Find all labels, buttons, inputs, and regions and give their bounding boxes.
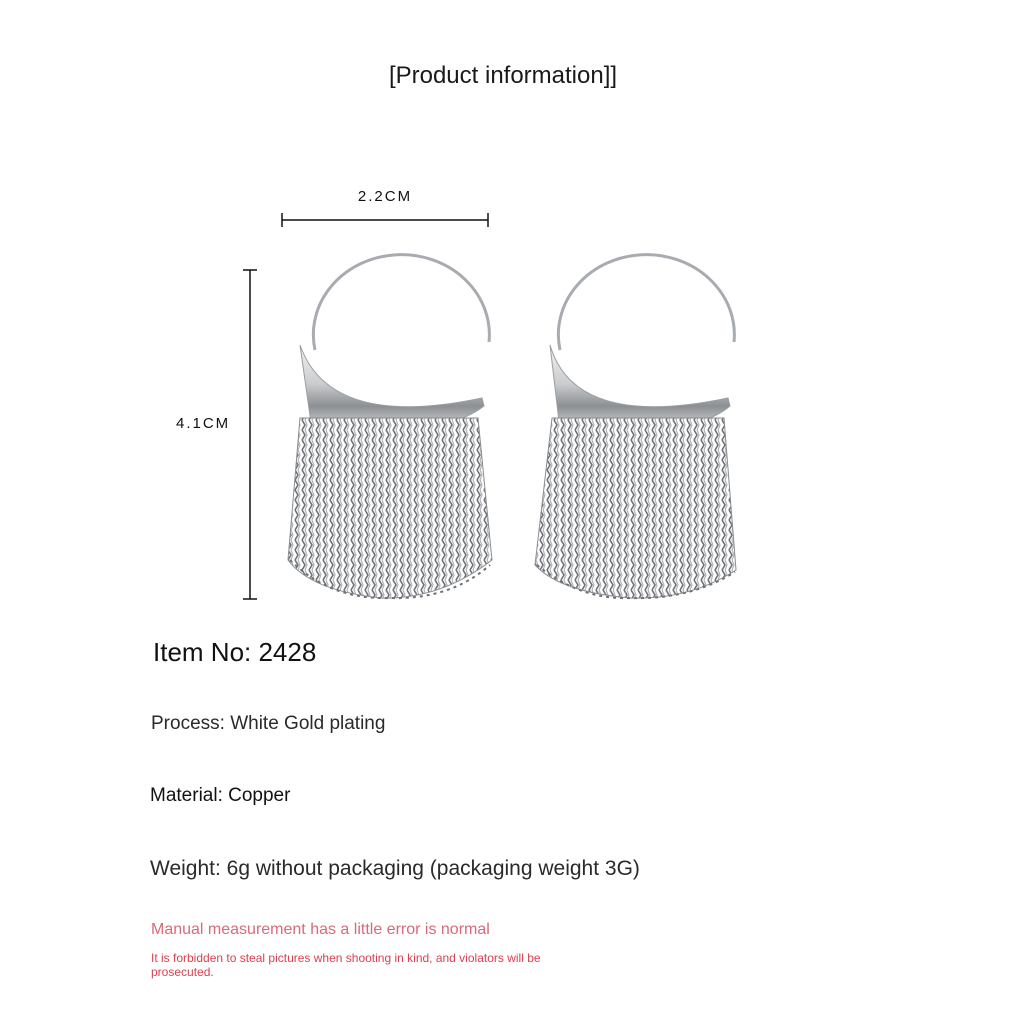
measurement-note: Manual measurement has a little error is normal [151,921,490,938]
copyright-warning: It is forbidden to steal pictures when shooting in kind, and violators will be prosecuted. [151,951,541,979]
item-number: Item No: 2428 [153,637,317,667]
page-title: [Product information]] [388,62,618,89]
height-label: 4.1CM [176,415,231,432]
height-dimension-line [243,270,257,599]
weight-text: Weight: 6g without packaging (packaging weight 3G) [150,857,640,880]
earring-right-image [535,255,736,598]
material-text: Material: Copper [150,785,291,806]
process-text: Process: White Gold plating [151,713,386,734]
earring-left-image [288,255,492,598]
width-label: 2.2CM [357,188,413,205]
width-dimension-line [282,213,488,227]
